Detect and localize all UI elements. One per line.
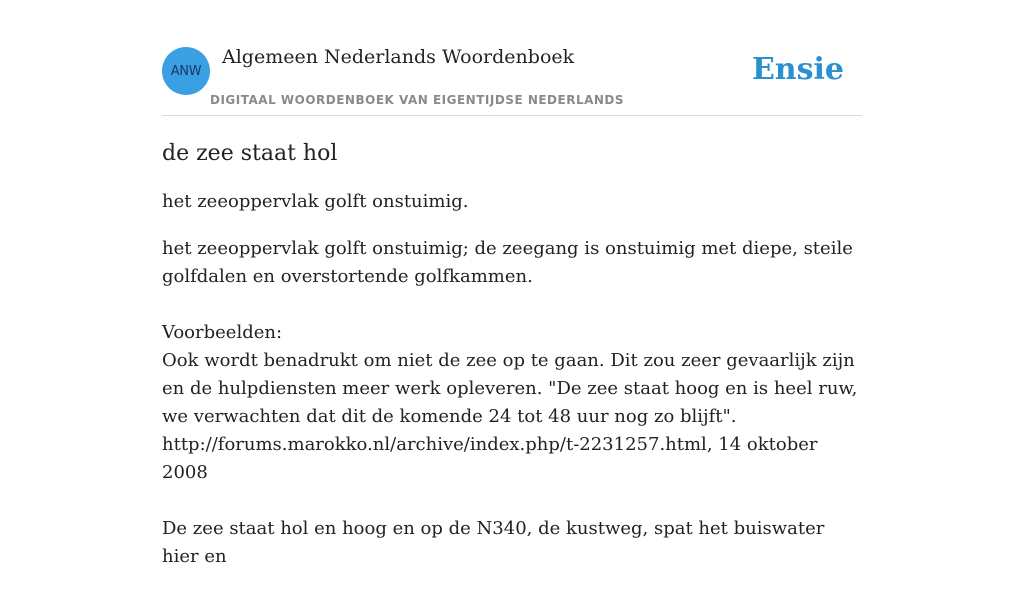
example-1: Ook wordt benadrukt om niet de zee op te gaan. Dit zou zeer gevaarlijk zijn en de hulpdiensten meer werk opleveren. "De zee staat hoog en is heel ruw, we verwachten dat dit de komende 24 tot 48 uur nog zo blijft". http://forums.marokko.nl/archive/index.php/t-2231257.html, 14 oktober 2008 — [162, 350, 858, 483]
site-title[interactable]: Algemeen Nederlands Woordenboek — [222, 46, 575, 68]
site-header — [162, 46, 862, 116]
headword: de zee staat hol — [162, 141, 338, 166]
ensie-brand-logo[interactable]: Ensie — [751, 52, 844, 87]
site-subtitle: DIGITAAL WOORDENBOEK VAN EIGENTIJDSE NEDERLANDS — [210, 93, 625, 107]
anw-logo[interactable] — [162, 47, 210, 95]
examples-label: Voorbeelden: — [162, 322, 283, 343]
logo-text: ANW — [170, 63, 202, 79]
example-2: De zee staat hol en hoog en op de N340, de kustweg, spat het buiswater hier en — [162, 518, 825, 567]
entry-content — [162, 138, 866, 599]
short-definition: het zeeoppervlak golft onstuimig. — [162, 191, 469, 212]
long-definition: het zeeoppervlak golft onstuimig; de zeegang is onstuimig met diepe, steile golfdalen en overstortende golfkammen. — [162, 238, 853, 287]
